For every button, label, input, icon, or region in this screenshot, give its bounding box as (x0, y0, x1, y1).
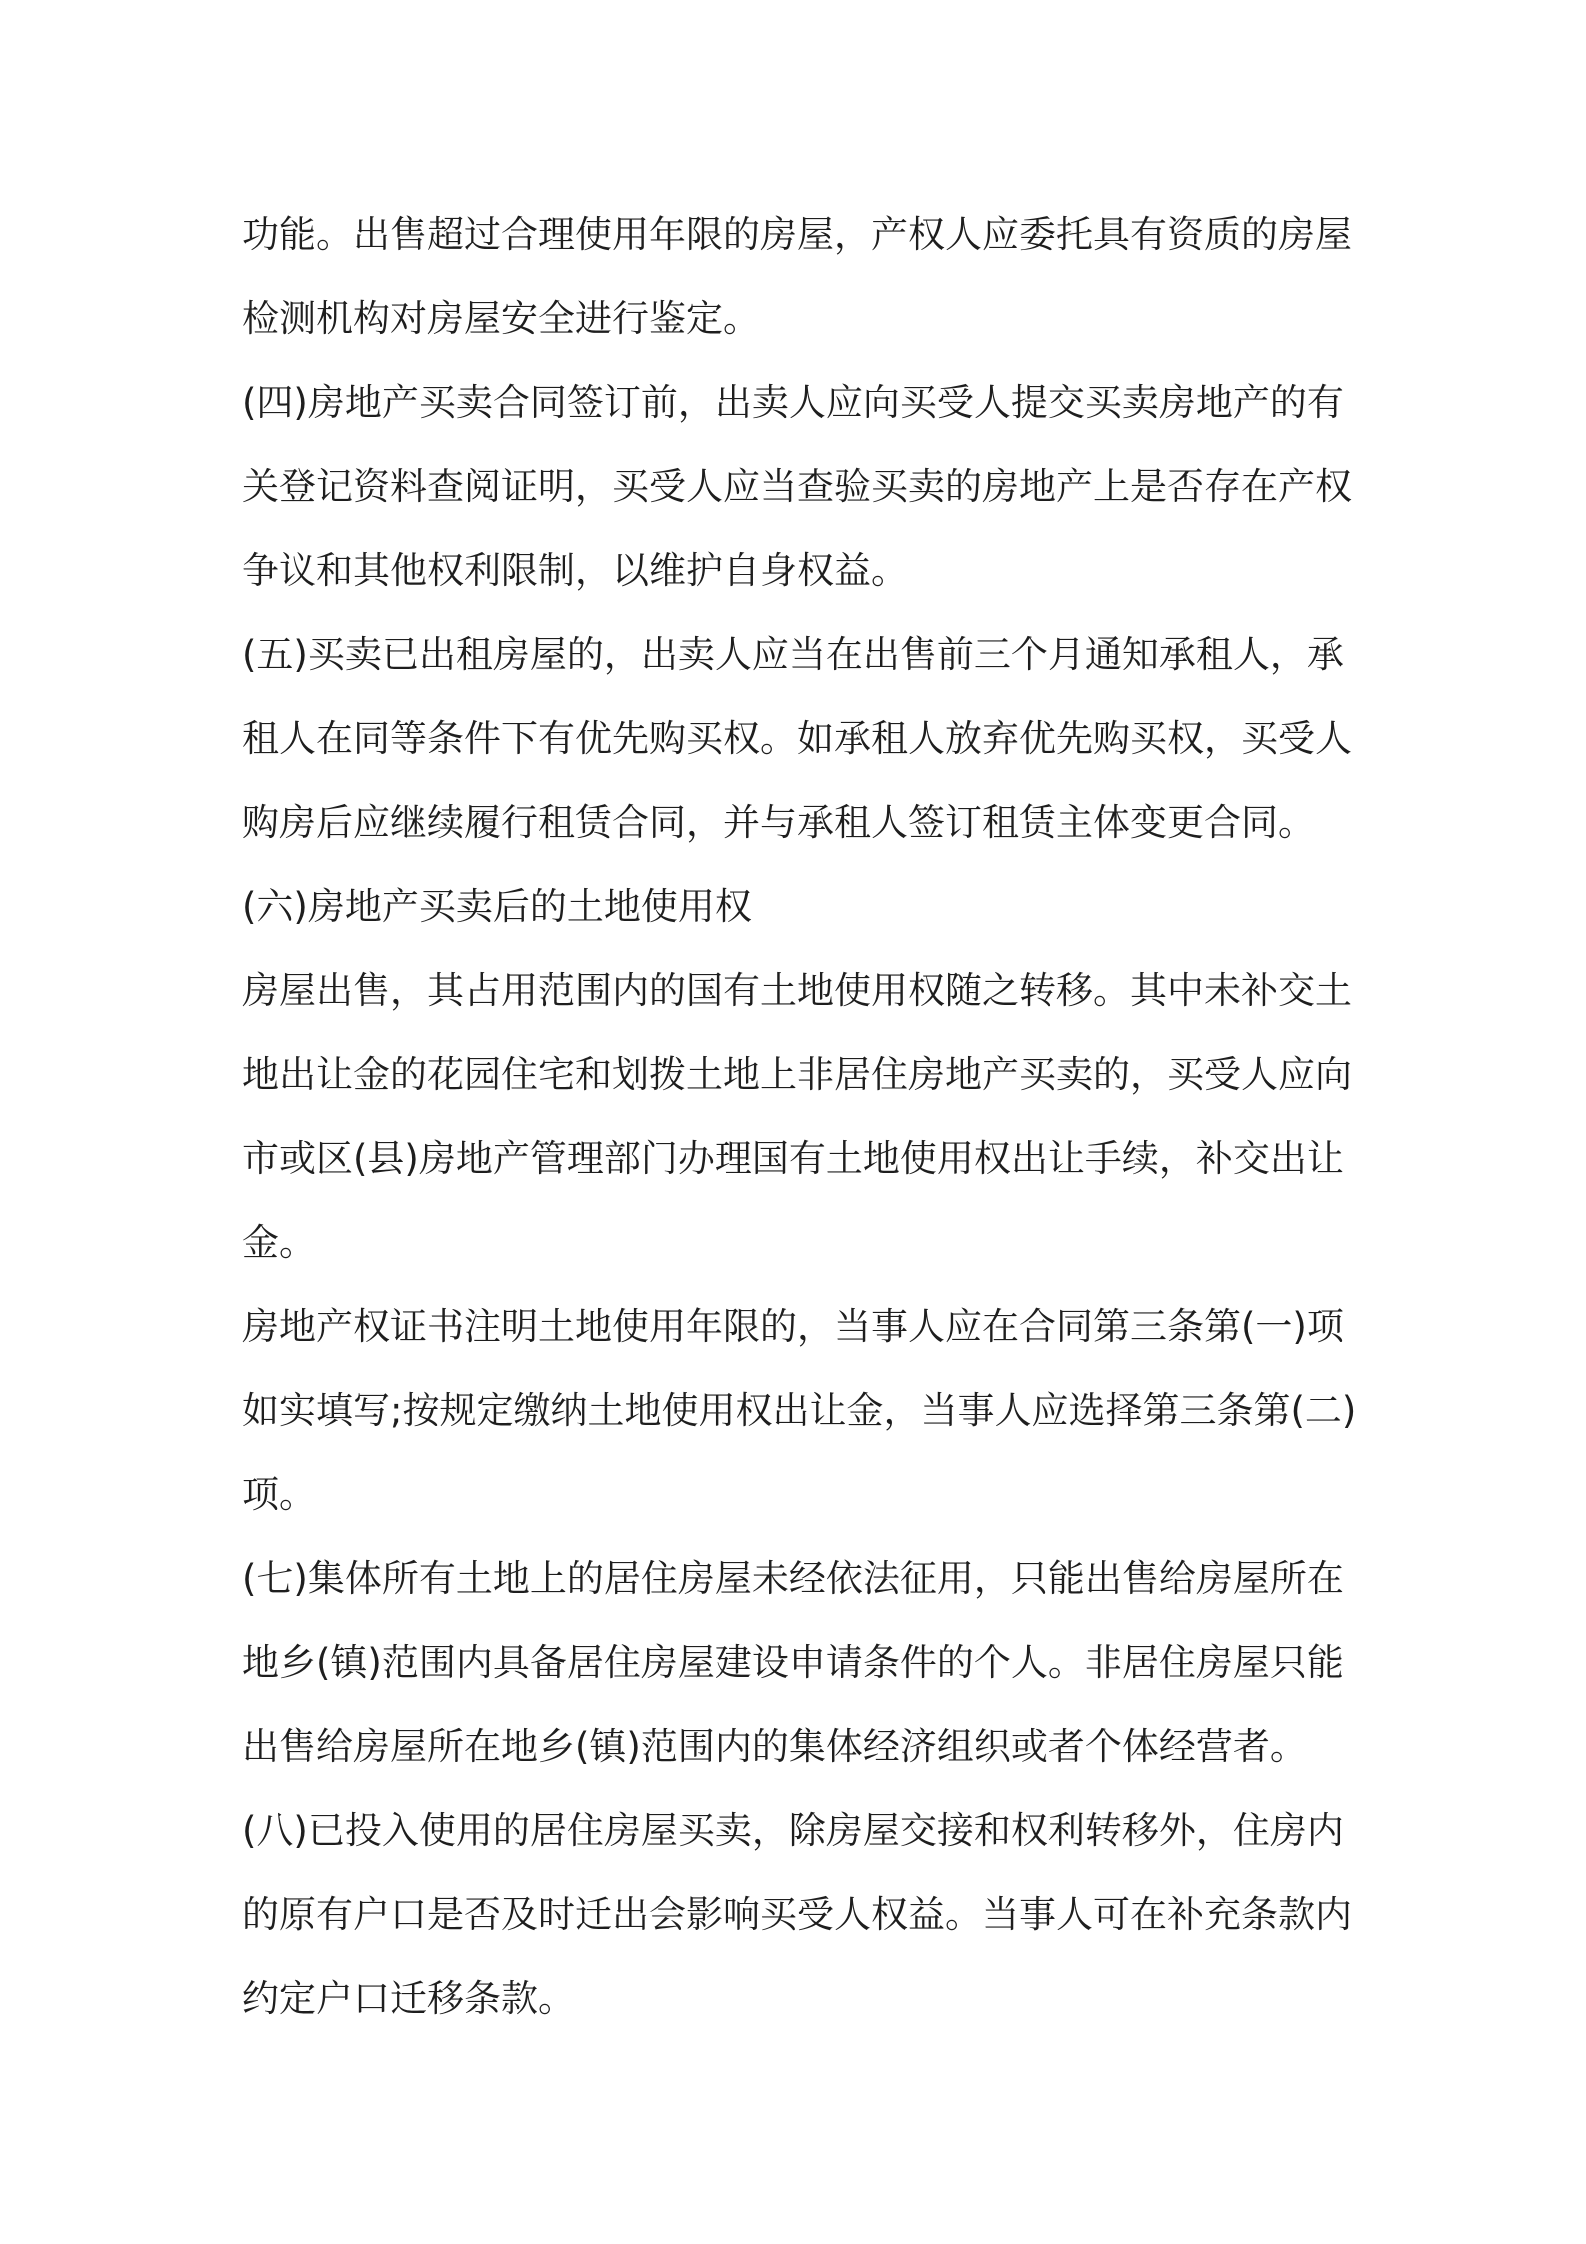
text-line: 如实填写;按规定缴纳土地使用权出让金，当事人应选择第三条第(二) (242, 1389, 1357, 1432)
text-line: 关登记资料查阅证明，买受人应当查验买卖的房地产上是否存在产权 (242, 465, 1352, 508)
document-body (242, 193, 1357, 2041)
text-line: (六)房地产买卖后的土地使用权 (242, 885, 752, 928)
text-line: 地乡(镇)范围内具备居住房屋建设申请条件的个人。非居住房屋只能 (242, 1641, 1344, 1684)
text-line: 项。 (242, 1473, 316, 1516)
text-line: 房屋出售，其占用范围内的国有土地使用权随之转移。其中未补交土 (242, 969, 1352, 1012)
text-line: (五)买卖已出租房屋的，出卖人应当在出售前三个月通知承租人，承 (242, 633, 1344, 676)
text-line: 约定户口迁移条款。 (242, 1977, 575, 2020)
text-line: 购房后应继续履行租赁合同，并与承租人签订租赁主体变更合同。 (242, 801, 1315, 844)
text-line: 地出让金的花园住宅和划拨土地上非居住房地产买卖的，买受人应向 (242, 1053, 1352, 1096)
text-line: (七)集体所有土地上的居住房屋未经依法征用，只能出售给房屋所在 (242, 1557, 1344, 1600)
text-line: 金。 (242, 1221, 316, 1264)
text-line: 检测机构对房屋安全进行鉴定。 (242, 297, 760, 340)
text-line: (八)已投入使用的居住房屋买卖，除房屋交接和权利转移外，住房内 (242, 1809, 1344, 1852)
text-line: 的原有户口是否及时迁出会影响买受人权益。当事人可在补充条款内 (242, 1893, 1352, 1936)
text-line: 争议和其他权利限制，以维护自身权益。 (242, 549, 908, 592)
text-line: 房地产权证书注明土地使用年限的，当事人应在合同第三条第(一)项 (242, 1305, 1344, 1348)
text-line: 出售给房屋所在地乡(镇)范围内的集体经济组织或者个体经营者。 (242, 1725, 1307, 1768)
text-line: 租人在同等条件下有优先购买权。如承租人放弃优先购买权，买受人 (242, 717, 1352, 760)
text-line: 市或区(县)房地产管理部门办理国有土地使用权出让手续，补交出让 (242, 1137, 1344, 1180)
text-line: (四)房地产买卖合同签订前，出卖人应向买受人提交买卖房地产的有 (242, 381, 1344, 424)
text-line: 功能。出售超过合理使用年限的房屋，产权人应委托具有资质的房屋 (242, 213, 1352, 256)
